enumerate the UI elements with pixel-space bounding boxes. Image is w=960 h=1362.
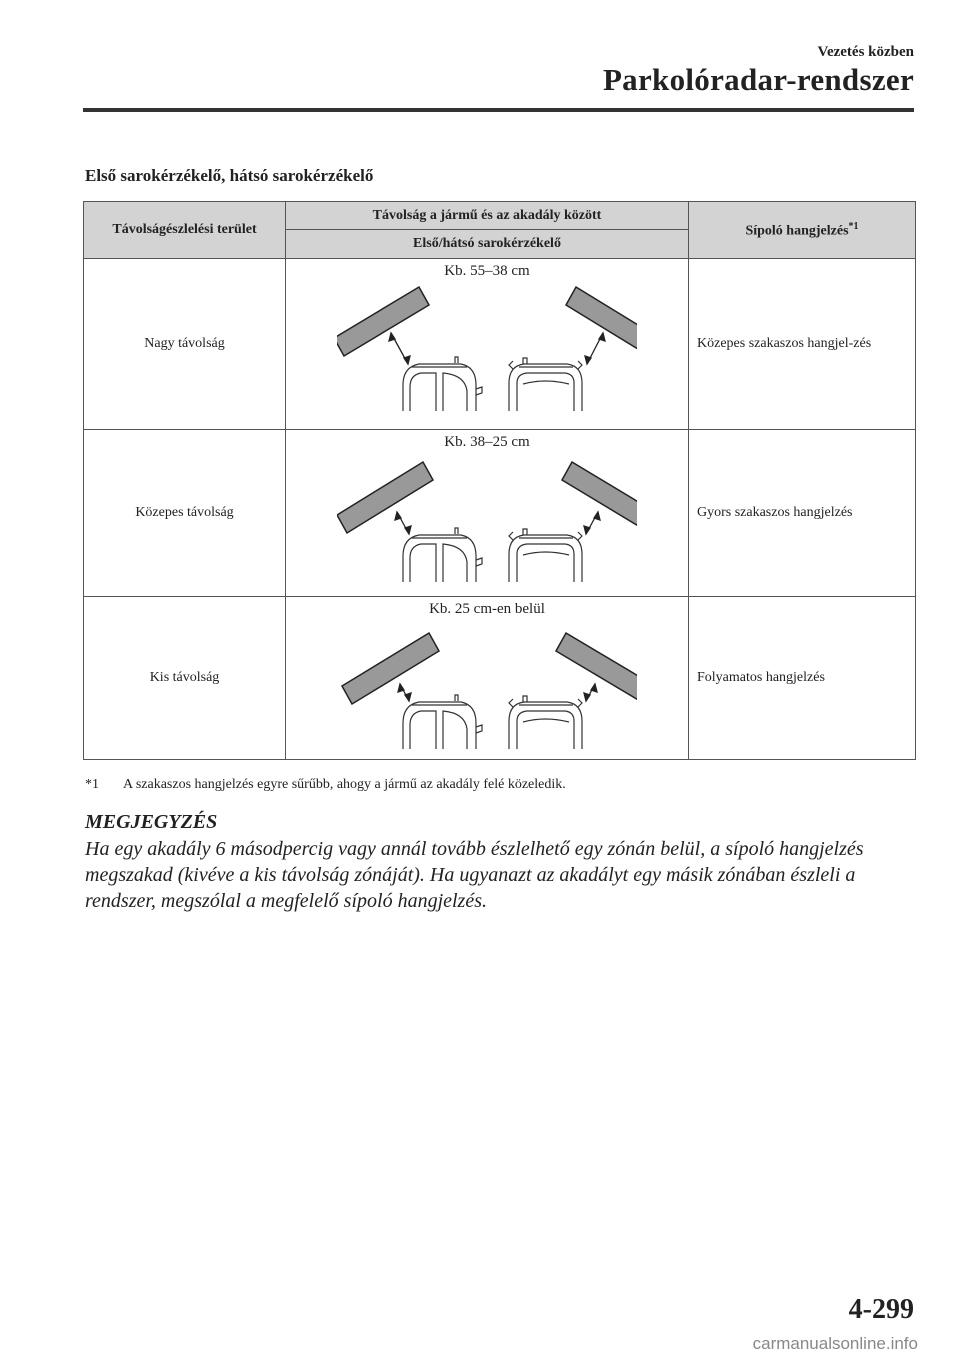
distance-arrow-left — [395, 512, 411, 534]
zone-cell: Nagy távolság — [84, 259, 286, 430]
table-row — [84, 597, 916, 760]
beep-cell: Gyors szakaszos hangjelzés — [689, 430, 916, 597]
header-title: Parkolóradar-rendszer — [602, 62, 914, 97]
illustration-cell — [286, 597, 689, 760]
header-rule — [83, 108, 914, 112]
illustration-cell — [286, 430, 689, 597]
table-row — [84, 430, 916, 597]
footnote-mark: *1 — [848, 220, 859, 232]
obstacle-left — [337, 462, 433, 533]
zone-cell: Közepes távolság — [84, 430, 286, 597]
col-zone-header: Távolságészlelési terület — [84, 202, 286, 259]
col-beep-header — [689, 202, 916, 259]
car-front-icon — [403, 528, 482, 582]
col-beep-label: Sípoló hangjelzés — [745, 223, 849, 239]
illustration-cell — [286, 259, 689, 430]
obstacle-right — [566, 287, 637, 354]
page-number: 4-299 — [848, 1294, 914, 1325]
section-title: Első sarokérzékelő, hátsó sarokérzékelő — [85, 166, 374, 185]
distance-arrow-left — [389, 333, 410, 364]
sensor-illustration-far — [337, 283, 637, 411]
distance-arrow-left — [398, 684, 411, 701]
distance-arrow-right — [584, 684, 597, 701]
distance-arrow-right — [585, 333, 605, 364]
watermark: carmanualsonline.info — [752, 1334, 918, 1353]
obstacle-left — [337, 287, 429, 356]
distance-label: Kb. 25 cm-en belül — [429, 601, 545, 617]
obstacle-left — [342, 633, 439, 704]
car-rear-icon — [509, 529, 582, 582]
note-title: MEGJEGYZÉS — [85, 811, 218, 833]
car-front-icon — [403, 695, 482, 749]
car-rear-icon — [509, 358, 582, 411]
distance-label: Kb. 38–25 cm — [444, 434, 530, 450]
note-body: Ha egy akadály 6 másodpercig vagy annál tovább észlelhető egy zónán belül, a sípoló hangjelzés megszakad (kivéve a kis távolság zónáját). Ha ugyanazt az akadályt egy másik zónában észleli a rendszer, megszólal a megfelelő sípoló hangjelzés. — [85, 838, 864, 912]
sensor-illustration-medium — [337, 454, 637, 582]
distance-label: Kb. 55–38 cm — [444, 263, 530, 279]
car-rear-icon — [509, 696, 582, 749]
footnote-marker: *1 — [85, 777, 99, 792]
beep-cell: Közepes szakaszos hangjel-zés — [689, 259, 916, 430]
footnote-text: A szakaszos hangjelzés egyre sűrűbb, ahogy a jármű az akadály felé közeledik. — [123, 777, 566, 792]
footnote — [85, 777, 566, 793]
sensor-illustration-near — [337, 621, 637, 749]
car-front-icon — [403, 357, 482, 411]
beep-cell: Folyamatos hangjelzés — [689, 597, 916, 760]
col-distance-header: Távolság a jármű és az akadály között — [286, 202, 689, 230]
header-section: Vezetés közben — [817, 44, 914, 60]
col-distance-subheader: Első/hátsó sarokérzékelő — [286, 230, 689, 259]
distance-arrow-right — [584, 512, 600, 534]
distance-table — [83, 201, 916, 760]
table-row — [84, 259, 916, 430]
zone-cell: Kis távolság — [84, 597, 286, 760]
